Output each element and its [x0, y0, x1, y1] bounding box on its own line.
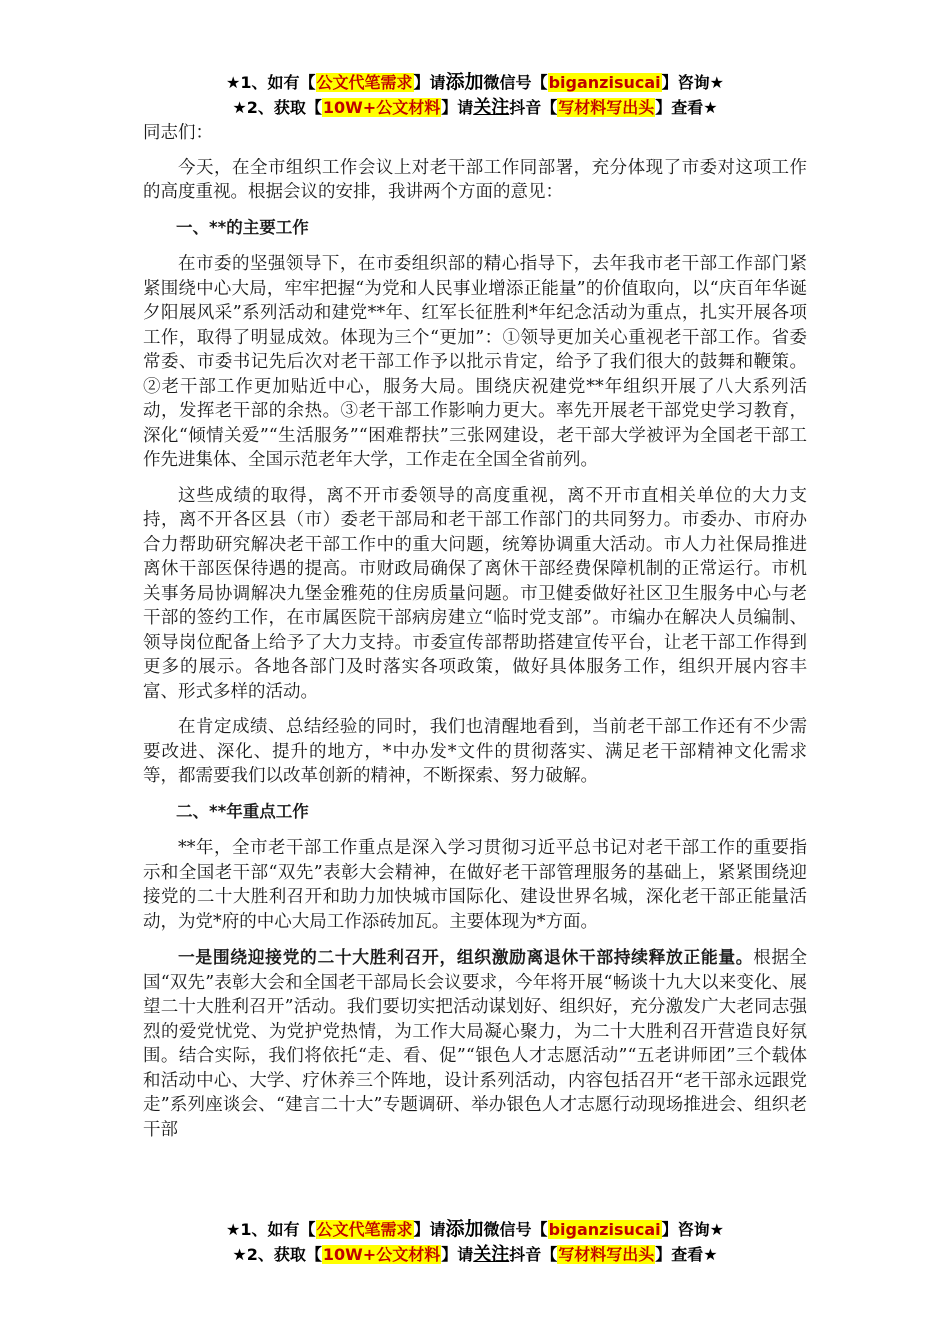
promo-text: 】查看★: [655, 1245, 718, 1264]
promo-text: 】请: [413, 73, 446, 92]
bold-lead-sentence: 一是围绕迎接党的二十大胜利召开，组织激励离退休干部持续释放正能量。: [178, 947, 754, 967]
promo-text: 】请: [441, 1245, 474, 1264]
promo-line-1: [0, 70, 950, 95]
promo-text: 】请: [413, 1220, 446, 1239]
promo-text: 微信号【: [483, 73, 548, 92]
promo-highlight: 写材料写出头: [558, 98, 655, 117]
promo-highlight: 10W+公文材料: [322, 98, 441, 117]
promo-text: 】咨询★: [661, 73, 724, 92]
bottom-promo-banner: [0, 1217, 950, 1267]
promo-text: ★2、获取【: [232, 98, 322, 117]
body-paragraph: 在市委的坚强领导下，在市委组织部的精心指导下，去年我市老干部工作部门紧紧围绕中心大局，牢牢把握“为党和人民事业增添正能量”的价值取向，以“庆百年华诞夕阳展风采”系列活动和建党**年、红军长征胜利*年纪念活动为重点，扎实开展各项工作，取得了明显成效。体现为三个“更加”：①领导更加关心重视老干部工作。省委常委、市委书记先后次对老干部工作予以批示肯定，给予了我们很大的鼓舞和鞭策。②老干部工作更加贴近中心，服务大局。围绕庆祝建党**年组织开展了八大系列活动，发挥老干部的余热。③老干部工作影响力更大。率先开展老干部党史学习教育，深化“倾情关爱”“生活服务”“困难帮扶”三张网建设，老干部大学被评为全国老干部工作先进集体、全国示范老年大学，工作走在全国全省前列。: [143, 254, 807, 470]
promo-text: 微信号【: [483, 1220, 548, 1239]
salutation: 同志们：: [143, 123, 213, 143]
promo-highlight: 公文代笔需求: [316, 73, 413, 92]
promo-highlight: biganzisucai: [548, 1220, 661, 1239]
body-paragraph: [143, 945, 808, 1140]
promo-text: 抖音【: [509, 98, 558, 117]
section-heading-2: 二、**年重点工作: [176, 801, 309, 821]
promo-line-2: [0, 1242, 950, 1267]
body-paragraph: **年，全市老干部工作重点是深入学习贯彻习近平总书记对老干部工作的重要指示和全国老干部“双先”表彰大会精神，在做好老干部管理服务的基础上，紧紧围绕迎接党的二十大胜利召开和助力加快城市国际化、建设世界名城，深化老干部正能量活动，为党*府的中心大局工作添砖加瓦。主要体现为*方面。: [143, 838, 807, 932]
promo-emphasis: 关注: [473, 97, 510, 118]
top-promo-banner: [0, 70, 950, 120]
promo-highlight: biganzisucai: [548, 73, 661, 92]
promo-line-2: [0, 95, 950, 120]
promo-line-1: [0, 1217, 950, 1242]
promo-emphasis: 添加: [445, 1218, 484, 1240]
promo-emphasis: 关注: [473, 1244, 510, 1265]
promo-highlight: 公文代笔需求: [316, 1220, 413, 1239]
promo-text: ★1、如有【: [226, 73, 316, 92]
promo-text: 】咨询★: [661, 1220, 724, 1239]
promo-emphasis: 添加: [445, 71, 484, 93]
document-body: [143, 121, 808, 1140]
promo-highlight: 10W+公文材料: [322, 1245, 441, 1264]
promo-text: ★1、如有【: [226, 1220, 316, 1239]
promo-text: 抖音【: [509, 1245, 558, 1264]
promo-highlight: 写材料写出头: [558, 1245, 655, 1264]
section-heading-1: 一、**的主要工作: [176, 217, 309, 237]
paragraph-text: 根据全国“双先”表彰大会和全国老干部局长会议要求，今年将开展“畅谈十九大以来变化、展望二十大胜利召开”活动。我们要切实把活动谋划好、组织好，充分激发广大老同志强烈的爱党忧党、为党护党热情，为工作大局凝心聚力，为二十大胜利召开营造良好氛围。结合实际，我们将依托“走、看、促”“银色人才志愿活动”“五老讲师团”三个载体和活动中心、大学、疗休养三个阵地，设计系列活动，内容包括召开“老干部永远跟党走”系列座谈会、“建言二十大”专题调研、举办银色人才志愿行动现场推进会、组织老干部: [143, 948, 808, 1140]
body-paragraph: 这些成绩的取得，离不开市委领导的高度重视，离不开市直相关单位的大力支持，离不开各区县（市）委老干部局和老干部工作部门的共同努力。市委办、市府办合力帮助研究解决老干部工作中的重大问题，统筹协调重大活动。市人力社保局推进离休干部医保待遇的提高。市财政局确保了离休干部经费保障机制的正常运行。市机关事务局协调解决九堡金雅苑的住房质量问题。市卫健委做好社区卫生服务中心与老干部的签约工作，在市属医院干部病房建立“临时党支部”。市编办在解决人员编制、领导岗位配备上给予了大力支持。市委宣传部帮助搭建宣传平台，让老干部工作得到更多的展示。各地各部门及时落实各项政策，做好具体服务工作，组织开展内容丰富、形式多样的活动。: [143, 485, 807, 702]
promo-text: ★2、获取【: [232, 1245, 322, 1264]
promo-text: 】请: [441, 98, 474, 117]
body-paragraph: 在肯定成绩、总结经验的同时，我们也清醒地看到，当前老干部工作还有不少需要改进、深化、提升的地方，*中办发*文件的贯彻落实、满足老干部精神文化需求等，都需要我们以改革创新的精神，不断探索、努力破解。: [143, 717, 807, 786]
intro-paragraph: 今天，在全市组织工作会议上对老干部工作同部署，充分体现了市委对这项工作的高度重视。根据会议的安排，我讲两个方面的意见：: [143, 157, 807, 202]
promo-text: 】查看★: [655, 98, 718, 117]
